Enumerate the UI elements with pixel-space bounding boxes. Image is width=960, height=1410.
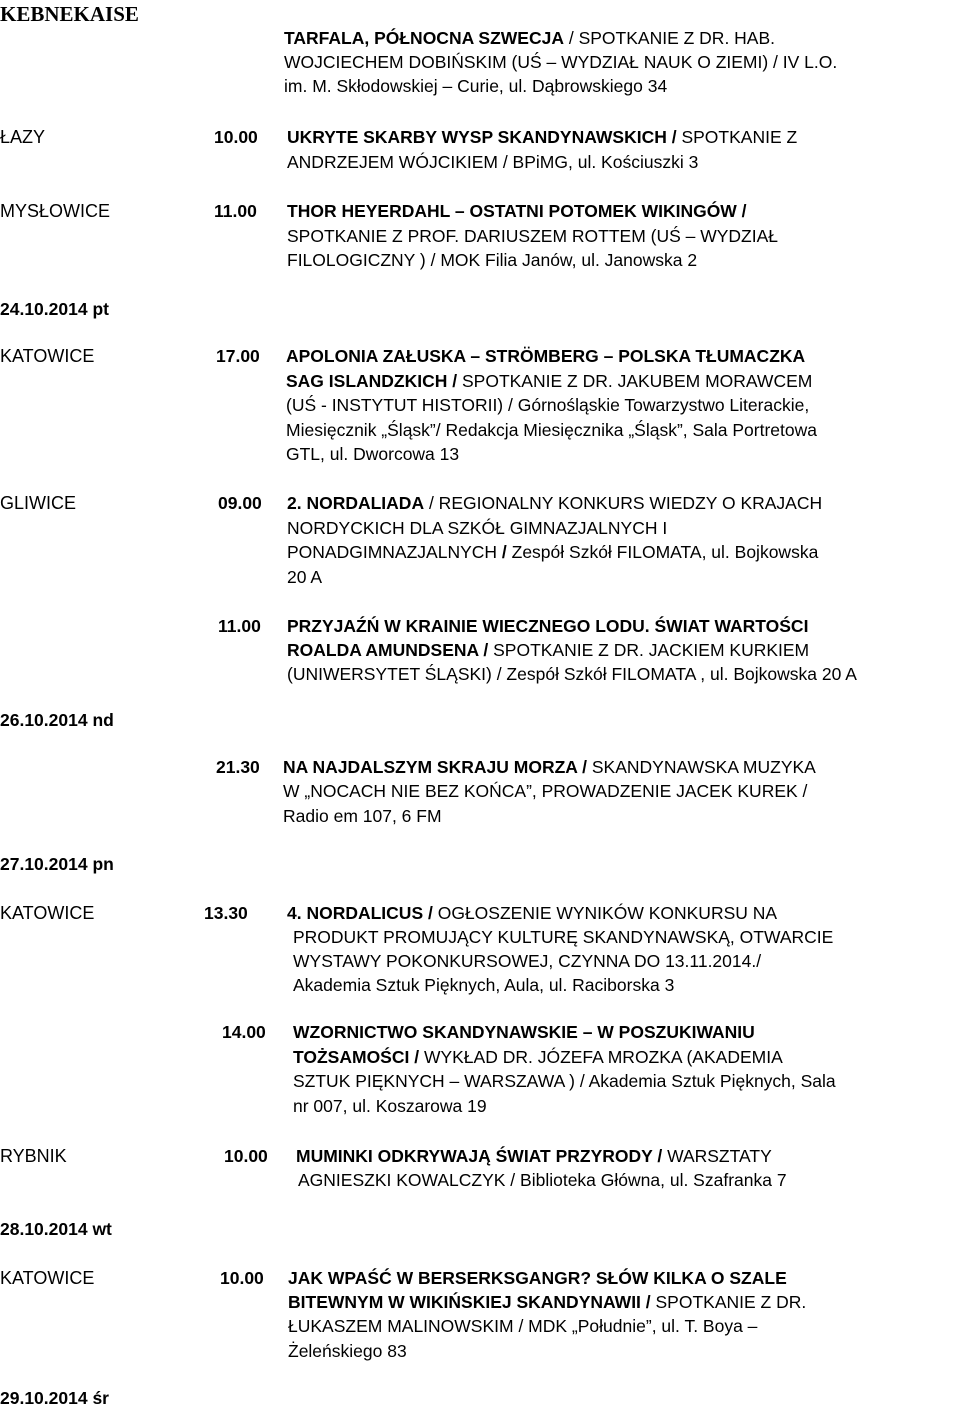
event-11-line-4: Żeleńskiego 83 — [288, 1341, 407, 1361]
event-4-line-5: GTL, ul. Dworcowa 13 — [286, 444, 460, 464]
event-5-line-2: NORDYCKICH DLA SZKÓŁ GIMNAZJALNYCH I — [287, 518, 668, 538]
event-8-line-1: 4. NORDALICUS / OGŁOSZENIE WYNIKÓW KONKURSU NA — [287, 903, 778, 923]
event-6-time: 11.00 — [218, 616, 261, 636]
event-9-line-1: WZORNICTWO SKANDYNAWSKIE – W POSZUKIWANIU — [293, 1022, 755, 1042]
event-1-line-1: TARFALA, PÓŁNOCNA SZWECJA / SPOTKANIE Z DR. HAB. — [284, 28, 776, 48]
event-9-line-3: SZTUK PIĘKNYCH – WARSZAWA ) / Akademia Sztuk Pięknych, Sala — [293, 1071, 836, 1091]
place-katowice-2: KATOWICE — [0, 903, 95, 923]
event-4-line-4: Miesięcznik „Śląsk”/ Redakcja Miesięcznika „Śląsk”, Sala Portretowa — [286, 420, 818, 440]
event-5-line-1: 2. NORDALIADA / REGIONALNY KONKURS WIEDZY O KRAJACH — [287, 493, 823, 513]
event-10-line-1: MUMINKI ODKRYWAJĄ ŚWIAT PRZYRODY / WARSZTATY — [296, 1146, 772, 1166]
event-9-time: 14.00 — [222, 1022, 266, 1042]
event-3-line-2: SPOTKANIE Z PROF. DARIUSZEM ROTTEM (UŚ – WYDZIAŁ — [287, 226, 779, 246]
event-6-line-3: (UNIWERSYTET ŚLĄSKI) / Zespół Szkół FILOMATA , ul. Bojkowska 20 A — [287, 664, 857, 684]
event-10-time: 10.00 — [224, 1146, 268, 1166]
event-7-line-3: Radio em 107, 6 FM — [283, 806, 442, 826]
place-lazy: ŁAZY — [0, 127, 46, 147]
event-5-time: 09.00 — [218, 493, 262, 513]
date-26: 26.10.2014 nd — [0, 710, 114, 730]
event-10-line-2: AGNIESZKI KOWALCZYK / Biblioteka Główna, ul. Szafranka 7 — [298, 1170, 787, 1190]
place-kebnekaise: KEBNEKAISE — [0, 2, 139, 26]
event-2-line-2: ANDRZEJEM WÓJCIKIEM / BPiMG, ul. Kościuszki 3 — [287, 152, 699, 172]
event-8-time: 13.30 — [204, 903, 248, 923]
place-rybnik: RYBNIK — [0, 1146, 67, 1166]
place-katowice-1: KATOWICE — [0, 346, 95, 366]
event-3-line-1: THOR HEYERDAHL – OSTATNI POTOMEK WIKINGÓW / — [287, 201, 747, 221]
event-8-line-2: PRODUKT PROMUJĄCY KULTURĘ SKANDYNAWSKĄ, OTWARCIE — [293, 927, 834, 947]
event-4-time: 17.00 — [216, 346, 260, 366]
event-5-line-4: 20 A — [287, 567, 323, 587]
event-1-line-3: im. M. Skłodowskiej – Curie, ul. Dąbrowskiego 34 — [284, 76, 668, 96]
event-11-line-2: BITEWNYM W WIKIŃSKIEJ SKANDYNAWII / SPOTKANIE Z DR. — [288, 1292, 807, 1312]
event-5-line-3: PONADGIMNAZJALNYCH / Zespół Szkół FILOMATA, ul. Bojkowska — [287, 542, 819, 562]
event-8-line-4: Akademia Sztuk Pięknych, Aula, ul. Raciborska 3 — [293, 975, 675, 995]
event-4-line-3: (UŚ - INSTYTUT HISTORII) / Górnośląskie Towarzystwo Literackie, — [286, 395, 810, 415]
event-7-line-1: NA NAJDALSZYM SKRAJU MORZA / SKANDYNAWSKA MUZYKA — [283, 757, 816, 777]
place-myslowice: MYSŁOWICE — [0, 201, 111, 221]
event-7-time: 21.30 — [216, 757, 260, 777]
event-9-line-2: TOŻSAMOŚCI / WYKŁAD DR. JÓZEFA MROZKA (AKADEMIA — [293, 1047, 783, 1067]
event-11-line-3: ŁUKASZEM MALINOWSKIM / MDK „Południe”, ul. T. Boya – — [288, 1316, 758, 1336]
event-3-line-3: FILOLOGICZNY ) / MOK Filia Janów, ul. Janowska 2 — [287, 250, 698, 270]
event-8-line-3: WYSTAWY POKONKURSOWEJ, CZYNNA DO 13.11.2014./ — [293, 951, 762, 971]
place-gliwice: GLIWICE — [0, 493, 77, 513]
date-29: 29.10.2014 śr — [0, 1388, 109, 1408]
event-6-line-1: PRZYJAŹŃ W KRAINIE WIECZNEGO LODU. ŚWIAT WARTOŚCI — [287, 616, 809, 636]
date-27: 27.10.2014 pn — [0, 854, 114, 874]
event-1-line-2: WOJCIECHEM DOBIŃSKIM (UŚ – WYDZIAŁ NAUK O ZIEMI) / IV L.O. — [284, 52, 838, 72]
event-4-line-2: SAG ISLANDZKICH / SPOTKANIE Z DR. JAKUBEM MORAWCEM — [286, 371, 813, 391]
event-4-line-1: APOLONIA ZAŁUSKA – STRÖMBERG – POLSKA TŁUMACZKA — [286, 346, 806, 366]
event-11-time: 10.00 — [220, 1268, 264, 1288]
date-24: 24.10.2014 pt — [0, 299, 109, 319]
event-9-line-4: nr 007, ul. Koszarowa 19 — [293, 1096, 487, 1116]
place-katowice-3: KATOWICE — [0, 1268, 95, 1288]
event-2-line-1: UKRYTE SKARBY WYSP SKANDYNAWSKICH / SPOTKANIE Z — [287, 127, 798, 147]
event-2-time: 10.00 — [214, 127, 258, 147]
event-6-line-2: ROALDA AMUNDSENA / SPOTKANIE Z DR. JACKIEM KURKIEM — [287, 640, 810, 660]
event-11-line-1: JAK WPAŚĆ W BERSERKSGANGR? SŁÓW KILKA O SZALE — [288, 1268, 787, 1288]
event-7-line-2: W „NOCACH NIE BEZ KOŃCA”, PROWADZENIE JACEK KUREK / — [283, 781, 808, 801]
date-28: 28.10.2014 wt — [0, 1219, 112, 1239]
event-3-time: 11.00 — [214, 201, 257, 221]
